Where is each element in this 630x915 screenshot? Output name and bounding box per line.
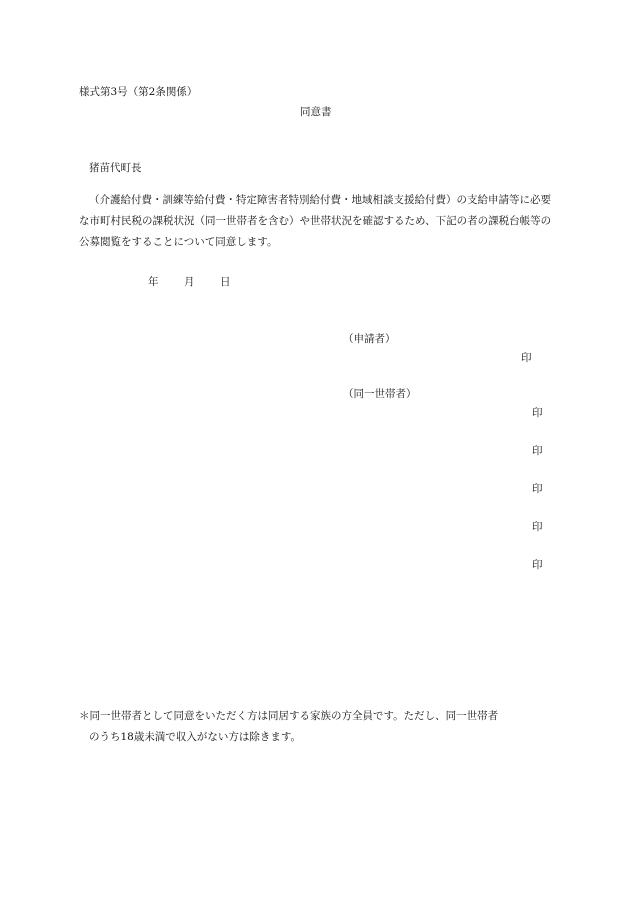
household-seal-4: 印 (532, 521, 543, 533)
household-seal-1: 印 (532, 407, 543, 419)
form-number: 様式第3号（第2条関係） (79, 86, 198, 98)
applicant-label: （申請者） (343, 333, 396, 345)
household-seal-5: 印 (532, 559, 543, 571)
footnote-line-1: ＊同一世帯者として同意をいただく方は同居する家族の方全員です。ただし、同一世帯者 (79, 710, 499, 722)
household-seal-2: 印 (532, 445, 543, 457)
date-year: 年 (148, 276, 159, 288)
consent-body: （介護給付費・訓練等給付費・特定障害者特別給付費・地域相談支援給付費）の支給申請等に必要な市町村民税の課税状況（同一世帯者を含む）や世帯状況を確認するため、下記の者の課税台帳等の公募閲覧をすることについて同意します。 (79, 194, 552, 248)
footnote (79, 706, 559, 748)
household-seal-3: 印 (532, 483, 543, 495)
document-title: 同意書 (300, 106, 332, 118)
footnote-line-2: のうち18歳未満で収入がない方は除きます。 (89, 731, 302, 743)
addressee: 猪苗代町長 (89, 162, 142, 174)
date-month: 月 (184, 276, 195, 288)
applicant-seal: 印 (521, 352, 532, 364)
date-day: 日 (220, 276, 231, 288)
household-label: （同一世帯者） (343, 388, 417, 400)
